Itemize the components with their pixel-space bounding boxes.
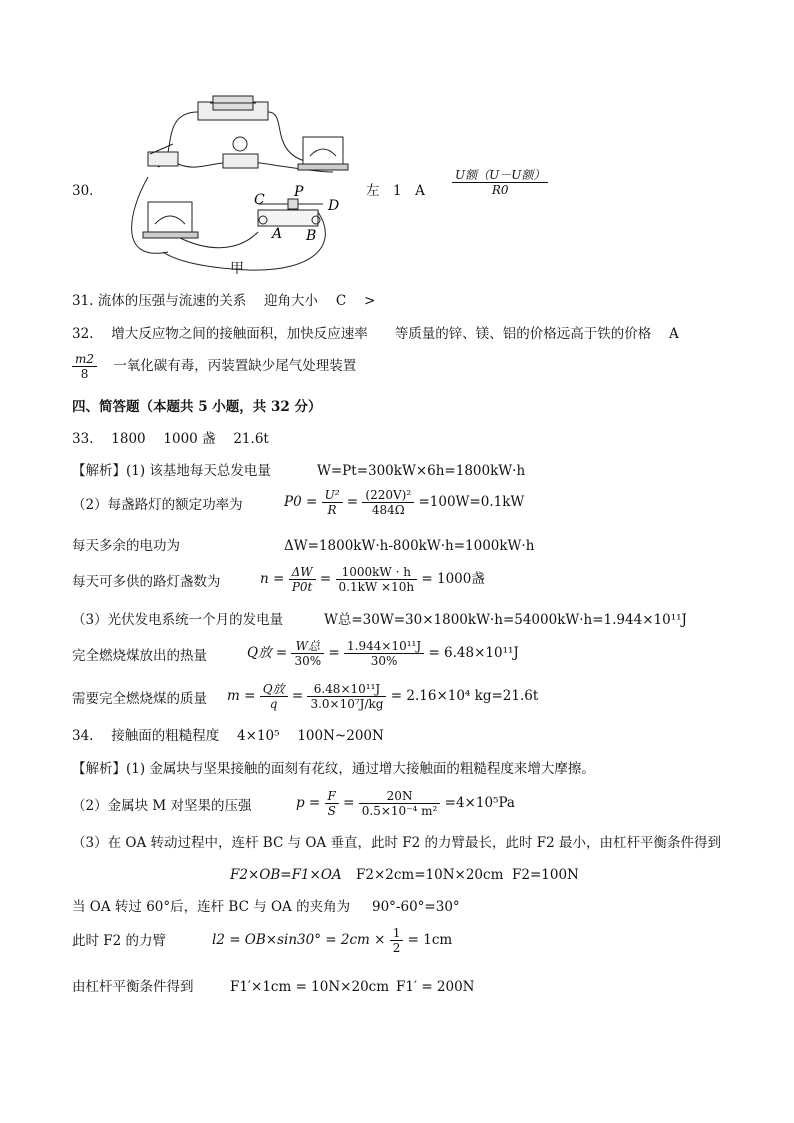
q33-line3: 每天多余的电功为 ΔW=1800kW·h-800kW·h=1000kW·h (72, 538, 535, 554)
q34: 34. 接触面的粗糙程度 4×10⁵ 100N~200N (72, 728, 384, 744)
q31: 31. 流体的压强与流速的关系 迎角大小 C > (72, 293, 376, 309)
q33-line2: （2）每盏路灯的额定功率为 P0 = $\frac{\text{U²}}{R}$ = $\frac{\text{(220V)²}}{484\Omega}$ =100W=0.1kW (72, 488, 525, 517)
q32: 32. 增大反应物之间的接触面积，加快反应速率 等质量的锌、镁、铝的价格远高于铁的价格 A (72, 326, 679, 342)
q30-number: 30． (72, 183, 103, 199)
label-p: P (294, 184, 304, 200)
label-b: B (306, 228, 317, 244)
q33-line4: 每天可多供的路灯盏数为 n = $\frac{\Delta W}{P0t}$ = $\frac{1000kW \cdot h}{0.1kW \times 10h}$ = 1000盏 (72, 565, 485, 594)
section-heading: 四、简答题（本题共 5 小题，共 32 分） (72, 399, 322, 415)
q33-line5: （3）光伏发电系统一个月的发电量 W总=30W=30×1800kW·h=54000kW·h=1.944×10¹¹J (72, 612, 687, 628)
q34-line5: 当 OA 转过 60°后，连杆 BC 与 OA 的夹角为 90°-60°=30° (72, 899, 460, 915)
q34-line6: 此时 F2 的力臂 l2 = OB×sin30° = 2cm × $\frac{1}{2}$ = 1cm (72, 926, 453, 955)
q34-line7: 由杠杆平衡条件得到 F1′×1cm = 10N×20cm F1′ = 200N (72, 979, 475, 995)
q34-line2: （2）金属块 M 对坚果的压强 p = $\frac{F}{S}$ = $\frac{20N}{\text{0.5×10⁻⁴ m²}}$ =4×10⁵Pa (72, 789, 515, 818)
q30-answer: 左 1 A (366, 183, 425, 199)
q33-line1: 【解析】(1) 该基地每天总发电量 W=Pt=300kW×6h=1800kW·h (72, 463, 526, 479)
q32-continued: $\frac{m2}{8}$ 一氧化碳有毒，丙装置缺少尾气处理装置 (72, 352, 356, 381)
label-c: C (254, 192, 265, 208)
label-d: D (328, 198, 340, 214)
circuit-diagram (118, 92, 358, 282)
q34-line3: （3）在 OA 转动过程中，连杆 BC 与 OA 垂直，此时 F2 的力臂最长，此时 F2 最小，由杠杆平衡条件得到 (72, 835, 722, 851)
q33: 33. 1800 1000 盏 21.6t (72, 431, 269, 447)
q34-line1: 【解析】(1) 金属块与坚果接触的面刻有花纹，通过增大接触面的粗糙程度来增大摩擦。 (72, 761, 595, 777)
q30-fraction: $\frac{\text{U额（U－U额）}}{R0}$ (452, 168, 548, 197)
label-a: A (272, 226, 283, 242)
q33-line6: 完全燃烧煤放出的热量 Q放 = $\frac{\text{W总}}{30\%}$ = $\frac{\text{1.944×10¹¹J}}{30\%}$ = 6.48×10¹¹J (72, 639, 519, 668)
fig-caption: 甲 (230, 261, 244, 277)
q33-line7: 需要完全燃烧煤的质量 m = $\frac{\text{Q放}}{q}$ = $\frac{\text{6.48×10¹¹J}}{\text{3.0×10⁷J/kg}}$ = 2.16×10⁴ kg=21.6t (72, 682, 539, 711)
